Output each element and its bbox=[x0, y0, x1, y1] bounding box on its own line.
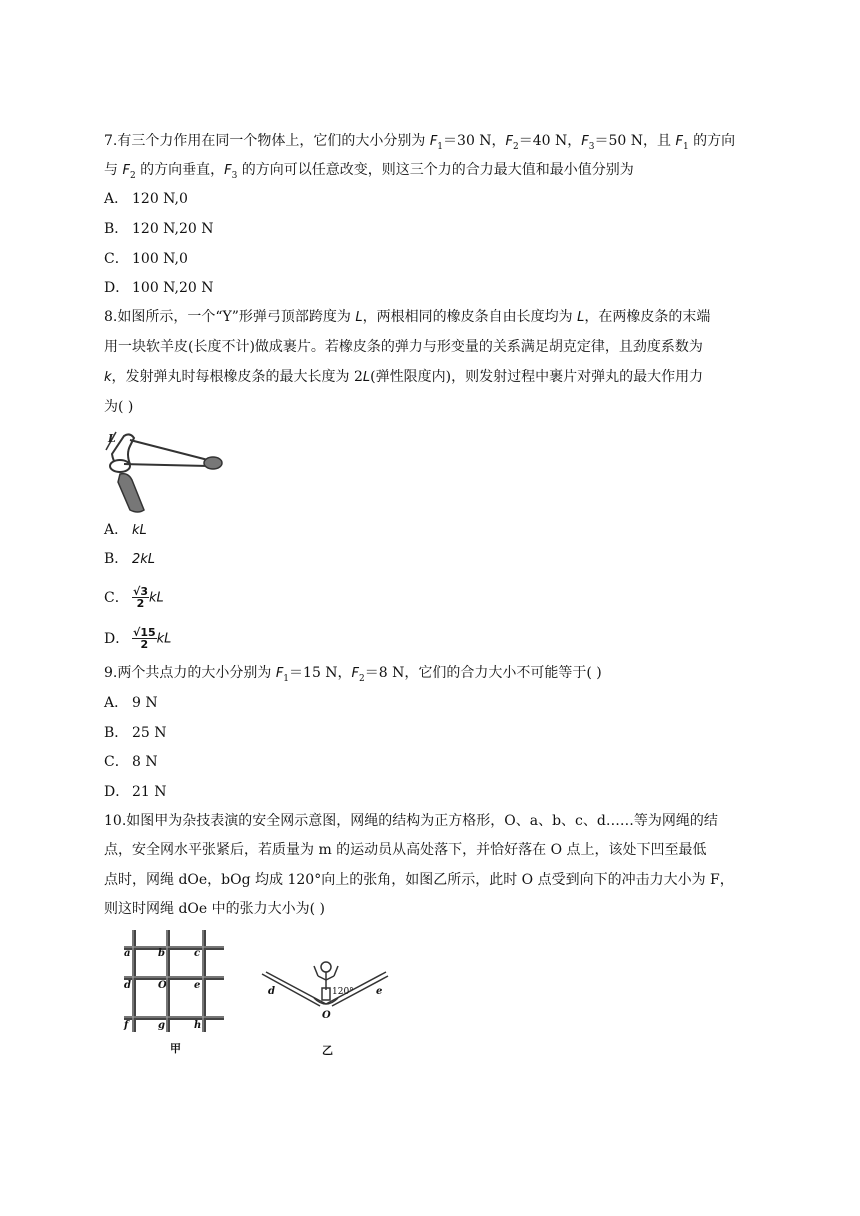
q7-option-b: B． 120 N,20 N bbox=[104, 221, 214, 237]
q7-option-a: A． 120 N,0 bbox=[104, 191, 188, 207]
node-g-label: g bbox=[158, 1020, 165, 1031]
q9-option-b: B． 25 N bbox=[104, 725, 167, 741]
q8-line-1: 8.如图所示，一个“Y”形弹弓顶部跨度为 L，两根相同的橡皮条自由长度均为 L，在两橡皮条的末端 bbox=[104, 309, 711, 325]
q7-option-c: C． 100 N,0 bbox=[104, 251, 188, 267]
q8-line-3: k，发射弹丸时每根橡皮条的最大长度为 2L(弹性限度内)，则发射过程中裹片对弹丸的最大作用力 bbox=[104, 369, 704, 385]
node-c-label: c bbox=[194, 948, 201, 959]
sqrt15-over-2: $\frac{√15}{2}$ bbox=[133, 626, 156, 651]
q10-line-4: 则这时网绳 dOe 中的张力大小为( ) bbox=[104, 901, 325, 917]
q9-option-a: A． 9 N bbox=[104, 695, 158, 711]
node-d-label: d bbox=[124, 980, 131, 991]
q10-line-3: 点时，网绳 dOe，bOg 均成 120°向上的张角，如图乙所示，此时 O 点受到向下的冲击力大小为 F， bbox=[104, 872, 734, 888]
q9-option-d: D． 21 N bbox=[104, 784, 167, 800]
node-e-label: e bbox=[194, 980, 201, 991]
node-h-label: h bbox=[194, 1020, 202, 1031]
figure-yi-caption: 乙 bbox=[322, 1044, 333, 1057]
node-e-label-yi: e bbox=[376, 986, 383, 997]
angle-120-label: 120° bbox=[332, 987, 354, 997]
slingshot-l-label: L bbox=[108, 432, 116, 445]
node-d-label-yi: d bbox=[268, 986, 275, 997]
node-b-label: b bbox=[158, 948, 165, 959]
q9-option-c: C． 8 N bbox=[104, 754, 158, 770]
safety-net-grid-figure bbox=[118, 926, 230, 1056]
q8-option-d: D． $\frac{√15}{2}$ kL bbox=[104, 626, 172, 651]
q8-line-2: 用一块软羊皮(长度不计)做成裹片。若橡皮条的弹力与形变量的关系满足胡克定律，且劲度系数为 bbox=[104, 339, 703, 355]
q10-line-1: 10.如图甲为杂技表演的安全网示意图，网绳的结构为正方格形，O、a、b、c、d……等为网绳的结 bbox=[104, 813, 718, 829]
node-o-label-yi: O bbox=[322, 1010, 331, 1021]
q8-option-c: C． $\frac{√3}{2}$ kL bbox=[104, 585, 164, 610]
node-f-label: f bbox=[124, 1020, 129, 1031]
node-a-label: a bbox=[124, 948, 131, 959]
q8-option-b: B． 2kL bbox=[104, 551, 156, 567]
q7-option-d: D． 100 N,20 N bbox=[104, 280, 214, 296]
figure-jia-caption: 甲 bbox=[170, 1042, 181, 1055]
slingshot-figure bbox=[100, 424, 230, 514]
net-under-load-figure bbox=[258, 952, 390, 1060]
q8-option-a: A． kL bbox=[104, 522, 147, 538]
sqrt3-over-2: $\frac{√3}{2}$ bbox=[133, 585, 148, 610]
q7-line-2: 与 $F_2$ 的方向垂直，$F_3$ 的方向可以任意改变，则这三个力的合力最大值和最小值分别为 bbox=[104, 162, 634, 181]
q8-line-4: 为( ) bbox=[104, 399, 134, 415]
q7-line-1: 7.有三个力作用在同一个物体上，它们的大小分别为 $F_1=30$ N，$F_2=40$ N，$F_3=50$ N，且 $F_1$ 的方向 bbox=[104, 133, 736, 152]
q9-stem: 9.两个共点力的大小分别为 $F_1=15$ N，$F_2=8$ N，它们的合力大小不可能等于( ) bbox=[104, 665, 602, 684]
node-o-label: O bbox=[158, 980, 167, 991]
q10-line-2: 点，安全网水平张紧后，若质量为 m 的运动员从高处落下，并恰好落在 O 点上，该处下凹至最低 bbox=[104, 842, 707, 858]
